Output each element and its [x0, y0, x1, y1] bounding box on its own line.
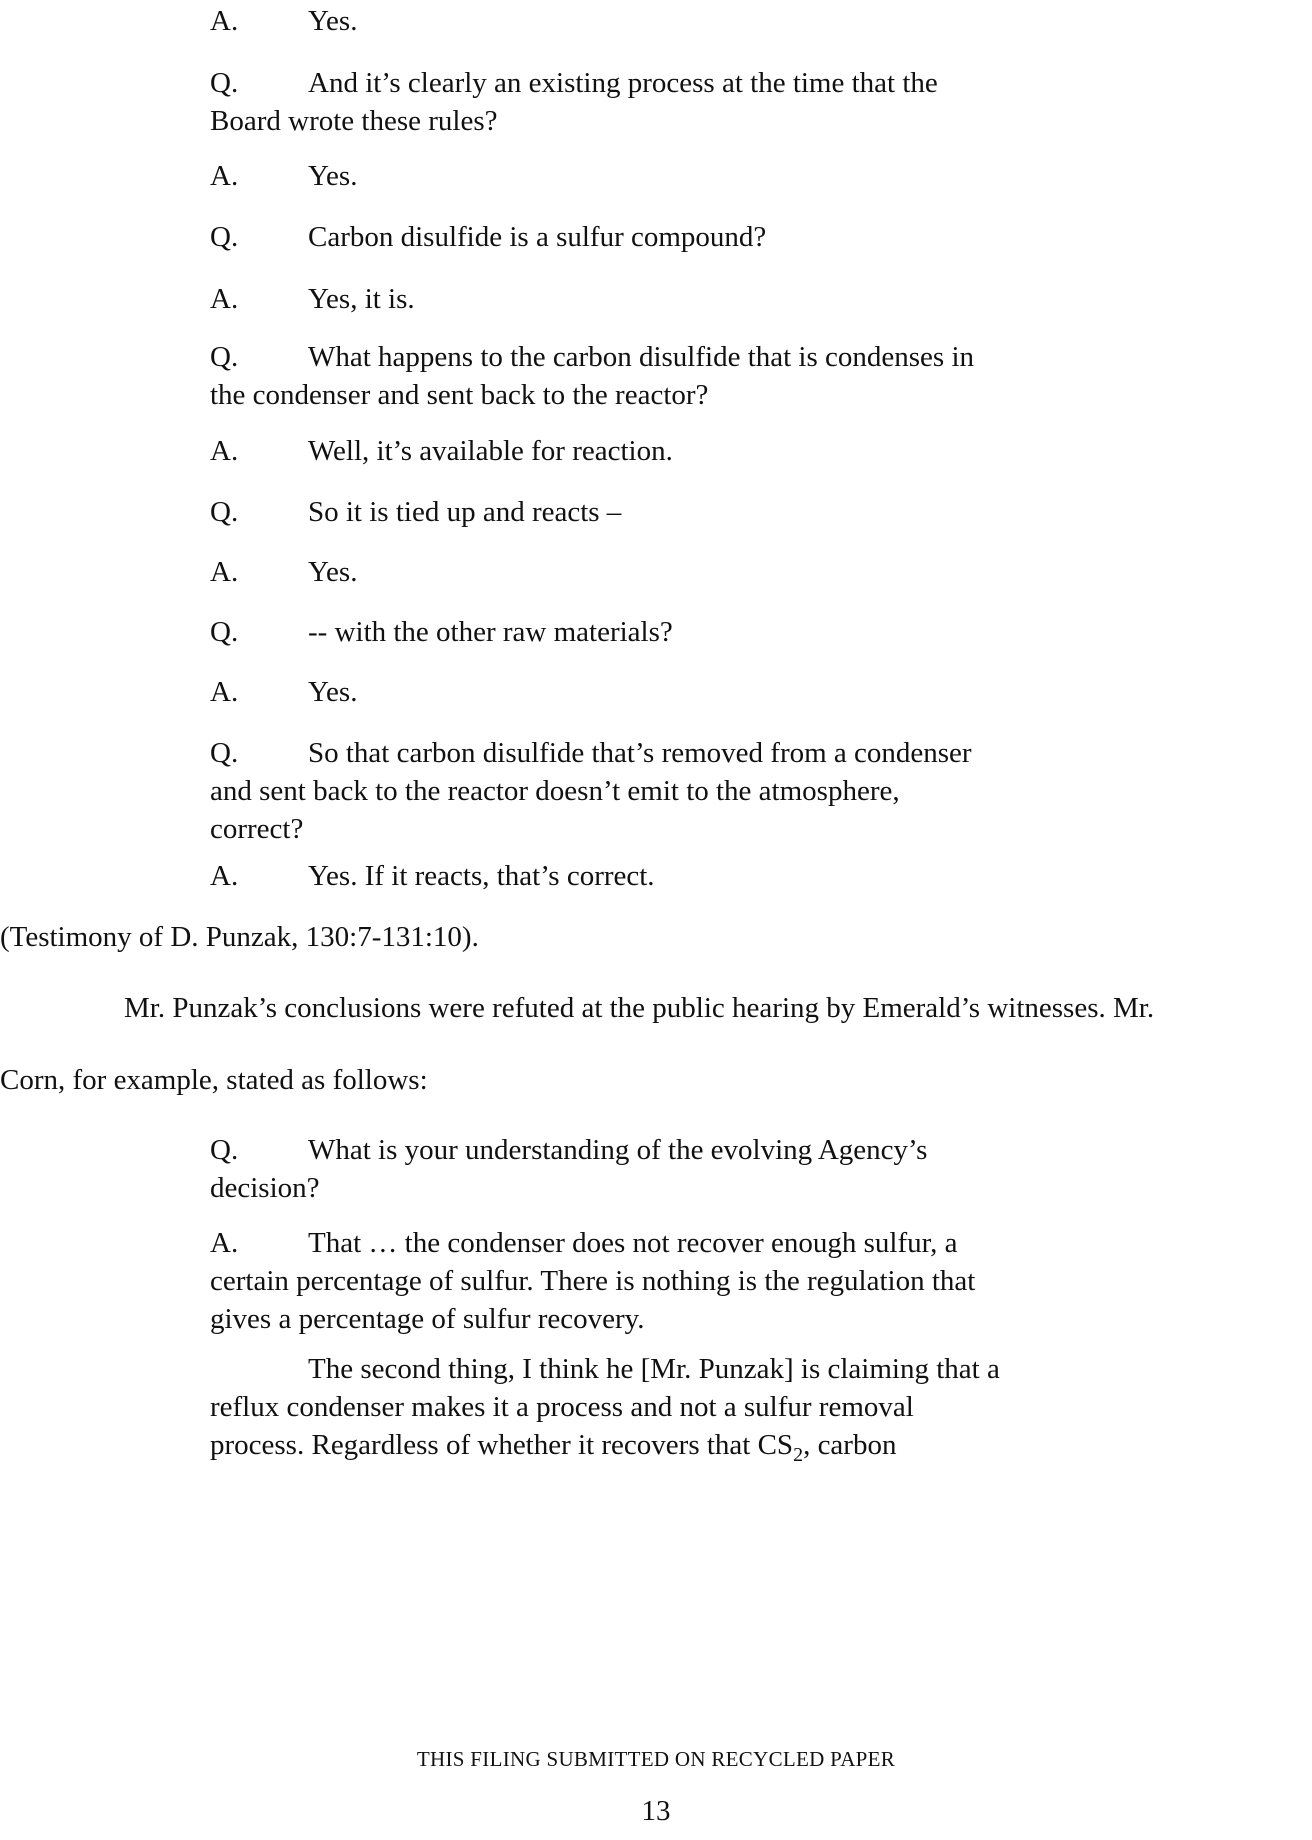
transcript-question	[210, 64, 1110, 140]
qa-text: Yes.	[308, 5, 358, 37]
qa-label: A.	[210, 676, 239, 708]
page-number: 13	[641, 1795, 671, 1827]
citation: (Testimony of D. Punzak, 130:7-131:10).	[0, 921, 479, 953]
qa-text-continued: decision?	[210, 1172, 320, 1204]
qa-text: Well, it’s available for reaction.	[308, 435, 673, 467]
qa-label: Q.	[210, 737, 239, 769]
qa-text: That … the condenser does not recover enough sulfur, a	[308, 1227, 958, 1259]
qa-label: A.	[210, 160, 239, 192]
transcript-question	[210, 218, 1110, 256]
qa-text: Yes.	[308, 556, 358, 588]
qa-text: What is your understanding of the evolving Agency’s	[308, 1134, 928, 1166]
qa-label: A.	[210, 860, 239, 892]
qa-label: Q.	[210, 496, 239, 528]
transcript-answer	[210, 432, 1110, 470]
subscript: 2	[793, 1443, 804, 1466]
qa-text: Yes.	[308, 676, 358, 708]
qa-label: A.	[210, 283, 239, 315]
transcript-answer	[210, 1224, 1110, 1338]
transcript-answer	[210, 673, 1110, 711]
qa-text: And it’s clearly an existing process at the time that the	[308, 67, 938, 99]
qa-text: Yes.	[308, 160, 358, 192]
body-paragraph-line: Mr. Punzak’s conclusions were refuted at the public hearing by Emerald’s witnesses. Mr.	[124, 992, 1155, 1024]
transcript-question	[210, 734, 1110, 848]
qa-label: Q.	[210, 616, 239, 648]
transcript-question	[210, 493, 1110, 531]
continuation-line: The second thing, I think he [Mr. Punzak] is claiming that a	[308, 1353, 1000, 1385]
transcript-question	[210, 338, 1110, 414]
continuation-line: reflux condenser makes it a process and not a sulfur removal	[210, 1391, 914, 1423]
qa-text-continued: and sent back to the reactor doesn’t emit to the atmosphere,	[210, 775, 900, 807]
transcript-answer	[210, 280, 1110, 318]
qa-text: So that carbon disulfide that’s removed from a condenser	[308, 737, 972, 769]
qa-text: What happens to the carbon disulfide that is condenses in	[308, 341, 975, 373]
transcript-answer	[210, 857, 1110, 895]
transcript-answer	[210, 157, 1110, 195]
qa-text-continued: correct?	[210, 813, 304, 845]
transcript-question	[210, 613, 1110, 651]
qa-text-continued: the condenser and sent back to the reactor?	[210, 379, 709, 411]
transcript-answer	[210, 2, 1110, 40]
qa-label: Q.	[210, 341, 239, 373]
body-paragraph-line: Corn, for example, stated as follows:	[0, 1064, 428, 1096]
answer-continuation	[210, 1350, 1110, 1464]
qa-text-continued: certain percentage of sulfur. There is nothing is the regulation that	[210, 1265, 976, 1297]
qa-label: A.	[210, 556, 239, 588]
qa-text: Yes, it is.	[308, 283, 415, 315]
qa-label: A.	[210, 5, 239, 37]
qa-text: Carbon disulfide is a sulfur compound?	[308, 221, 767, 253]
qa-text: So it is tied up and reacts –	[308, 496, 622, 528]
transcript-answer	[210, 553, 1110, 591]
qa-text: -- with the other raw materials?	[308, 616, 673, 648]
footer-note: THIS FILING SUBMITTED ON RECYCLED PAPER	[416, 1747, 896, 1771]
qa-label: A.	[210, 435, 239, 467]
continuation-line: process. Regardless of whether it recovers that $CS_2$, carbon	[210, 1429, 897, 1466]
qa-label: Q.	[210, 221, 239, 253]
qa-label: A.	[210, 1227, 239, 1259]
qa-text-continued: Board wrote these rules?	[210, 105, 498, 137]
qa-label: Q.	[210, 67, 239, 99]
qa-label: Q.	[210, 1134, 239, 1166]
qa-text-continued: gives a percentage of sulfur recovery.	[210, 1303, 645, 1335]
qa-text: Yes. If it reacts, that’s correct.	[308, 860, 655, 892]
transcript-question	[210, 1131, 1110, 1207]
